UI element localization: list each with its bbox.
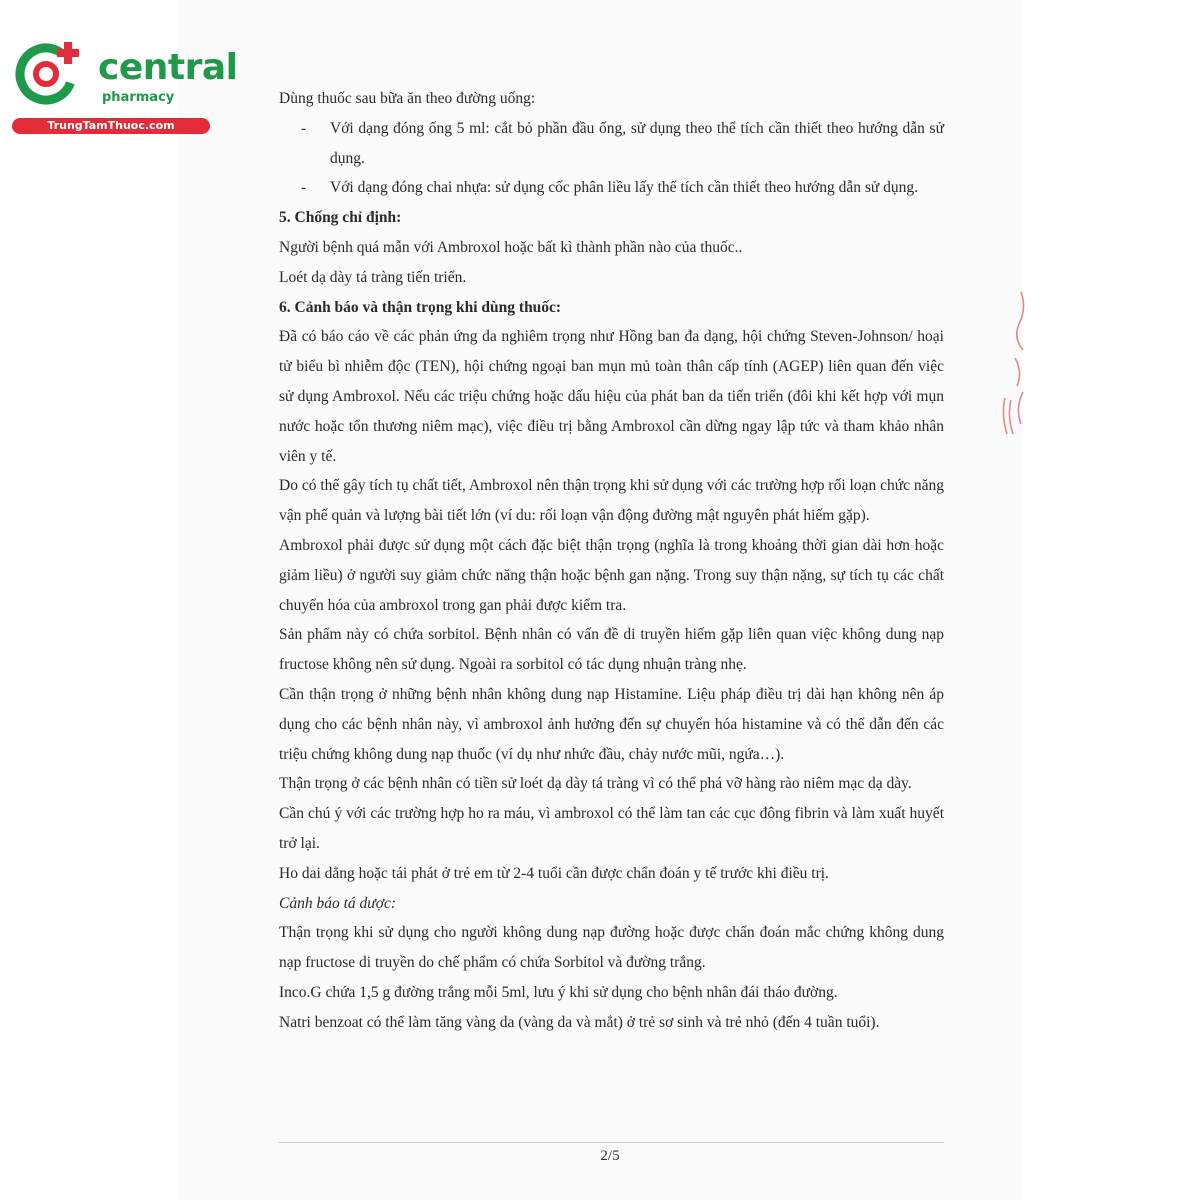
paragraph: Natri benzoat có thể làm tăng vàng da (vàng da và mắt) ở trẻ sơ sinh và trẻ nhỏ (đến 4 tuần tuổi). xyxy=(279,1013,880,1031)
paragraph: Cần chú ý với các trường hợp ho ra máu, vì ambroxol có thể làm tan các cục đông fibrin và làm xuất huyết trở lại. xyxy=(279,805,944,852)
footer-divider xyxy=(279,1142,944,1143)
bullet-text: Với dạng đóng ống 5 ml: cắt bỏ phần đầu ống, sử dụng theo thể tích cần thiết theo hướng dẫn sử dụng. xyxy=(330,119,944,167)
paragraph: Sản phẩm này có chứa sorbitol. Bệnh nhân có vấn đề di truyền hiếm gặp liên quan việc không dung nạp fructose không nên sử dụng. Ngoài ra sorbitol có tác dụng nhuận tràng nhẹ. xyxy=(279,626,944,674)
paragraph: Inco.G chứa 1,5 g đường trắng mỗi 5ml, lưu ý khi sử dụng cho bệnh nhân đái tháo đường. xyxy=(279,983,838,1001)
bullet-dash: - xyxy=(301,179,307,197)
list-item xyxy=(279,114,944,174)
central-pharmacy-logo[interactable] xyxy=(10,38,238,138)
brand-sub: pharmacy xyxy=(102,90,175,105)
paragraph: Do có thể gây tích tụ chất tiết, Ambroxol nên thận trọng khi sử dụng với các trường hợp rối loạn chức năng vận phế quản và lượng bài tiết lớn (ví du: rối loạn vận động đường mật nguyên phát hiếm gặp). xyxy=(279,477,944,525)
brand-site: TrungTamThuoc.com xyxy=(12,118,210,134)
section-6-title: 6. Cảnh báo và thận trọng khi dùng thuốc: xyxy=(279,298,562,316)
excipient-title: Cảnh báo tá dược: xyxy=(279,894,397,912)
paragraph: Đã có báo cáo về các phản ứng da nghiêm trọng như Hồng ban đa dạng, hội chứng Steven-Johnson/ hoại tử biểu bì nhiễm độc (TEN), hội chứng ngoại ban mụn mủ toàn thân cấp tính (AGEP) liên quan đến việc sử dụng Ambroxol. Nếu các triệu chứng hoặc dấu hiệu của phát ban da tiến triển (đôi khi kết hợp với mụn nước hoặc tổn thương niêm mạc), việc điều trị bằng Ambroxol cần dừng ngay lập tức và tham khảo nhân viên y tế. xyxy=(279,328,944,465)
paragraph: Thận trọng khi sử dụng cho người không dung nạp đường hoặc được chẩn đoán mắc chứng không dung nạp fructose di truyền do chế phẩm có chứa Sorbitol và đường trắng. xyxy=(279,924,944,972)
paragraph: Cần thận trọng ở những bệnh nhân không dung nạp Histamine. Liệu pháp điều trị dài hạn không nên áp dụng cho các bệnh nhân này, vì ambroxol ảnh hưởng đến sự chuyển hóa histamine và có thể dẫn đến các triệu chứng không dung nạp thuốc (ví dụ như nhức đầu, chảy nước mũi, ngứa…). xyxy=(279,685,944,763)
bullet-text: Với dạng đóng chai nhựa: sử dụng cốc phân liều lấy thể tích cần thiết theo hướng dẫn sử dụng. xyxy=(330,179,919,197)
document-body xyxy=(279,84,944,1038)
bullet-dash: - xyxy=(301,119,307,137)
paragraph: Ambroxol phải được sử dụng một cách đặc biệt thận trọng (nghĩa là trong khoảng thời gian dài hơn hoặc giảm liều) ở người suy giảm chức năng thận hoặc bệnh gan nặng. Trong suy thận nặng, sự tích tụ các chất chuyển hóa của ambroxol trong gan phải được kiểm tra. xyxy=(279,536,944,614)
paragraph: Thận trọng ở các bệnh nhân có tiền sử loét dạ dày tá tràng vì có thể phá vỡ hàng rào niêm mạc dạ dày. xyxy=(279,775,912,793)
page-number: 2/5 xyxy=(600,1148,620,1164)
stamp-mark-icon xyxy=(993,288,1033,438)
section-5-title: 5. Chống chỉ định: xyxy=(279,209,402,227)
paragraph: Người bệnh quá mẫn với Ambroxol hoặc bất kì thành phần nào của thuốc.. xyxy=(279,238,743,256)
logo-mark-icon xyxy=(10,38,90,108)
intro-text: Dùng thuốc sau bữa ăn theo đường uống: xyxy=(279,90,536,107)
paragraph: Ho dai dẳng hoặc tái phát ở trẻ em từ 2-4 tuổi cần được chẩn đoán y tế trước khi điều trị. xyxy=(279,864,829,882)
brand-name: central xyxy=(98,47,238,88)
paragraph: Loét dạ dày tá tràng tiến triển. xyxy=(279,268,467,286)
list-item xyxy=(279,173,944,203)
